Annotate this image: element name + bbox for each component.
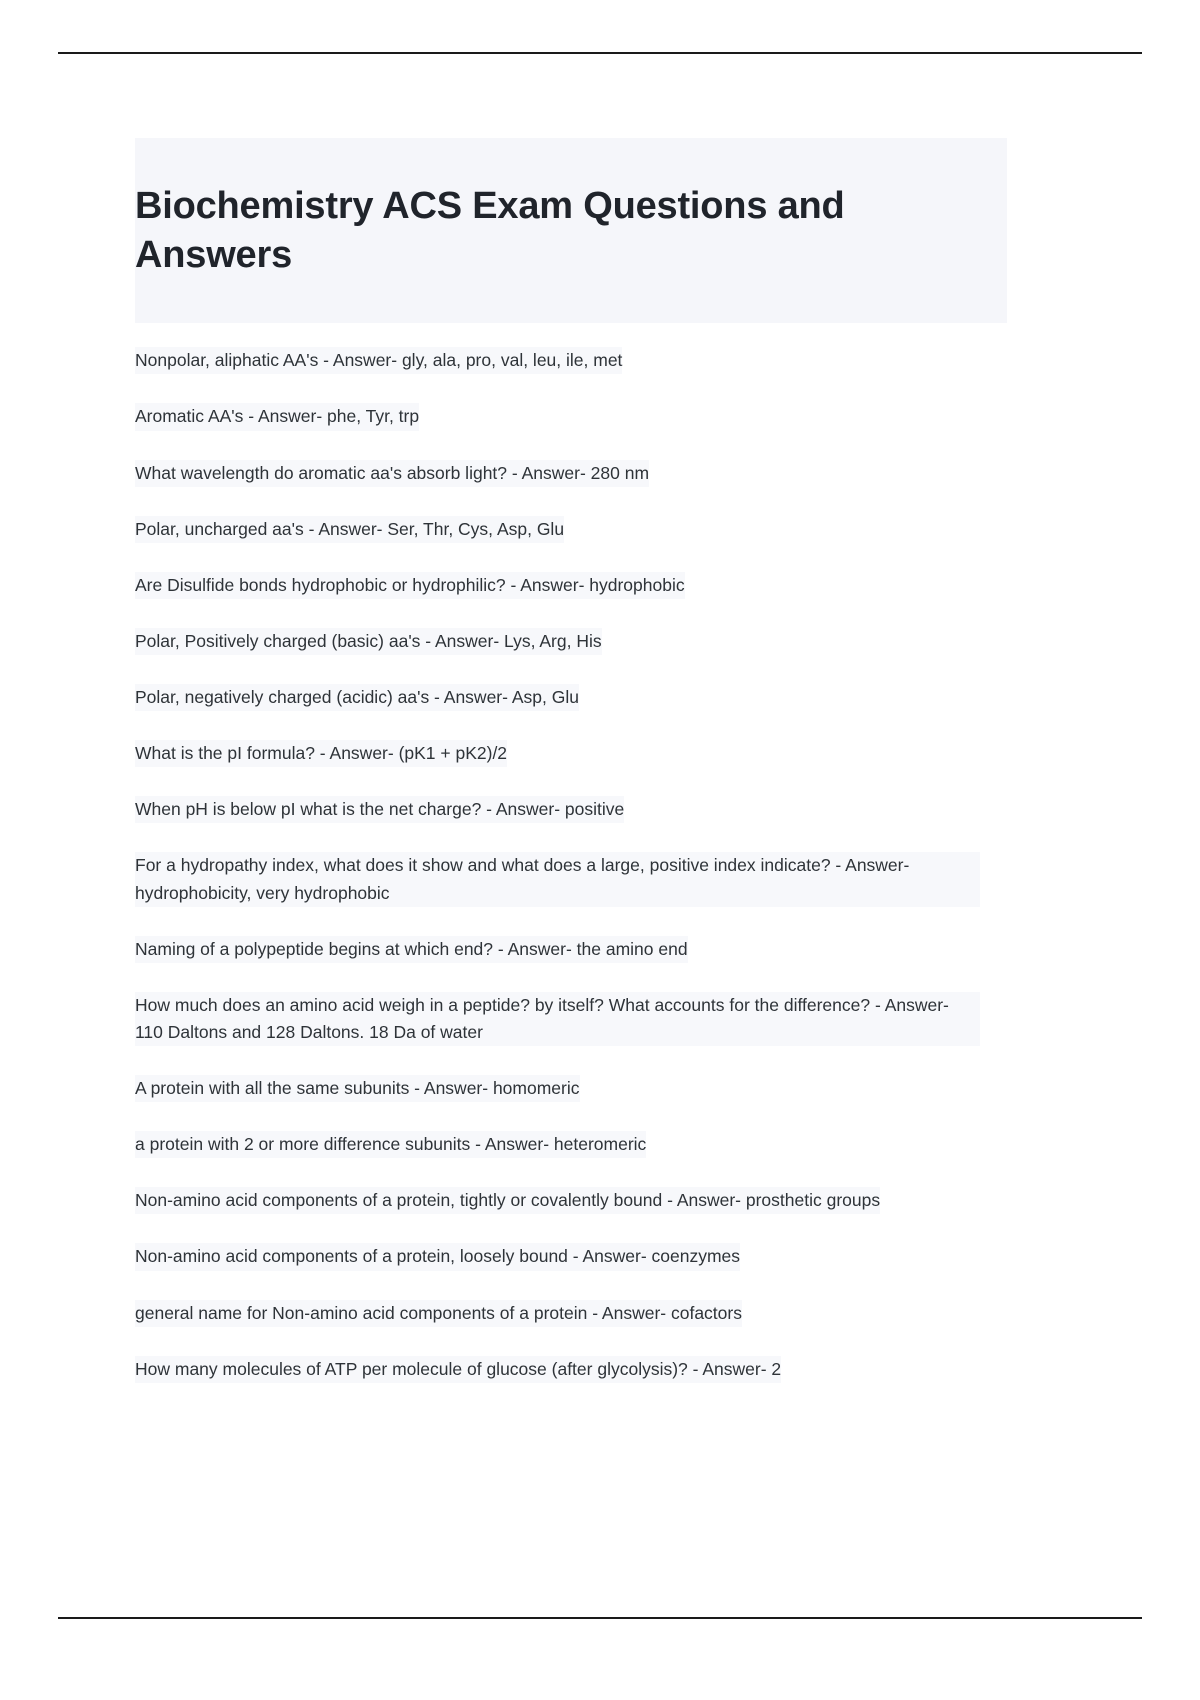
qa-item: Naming of a polypeptide begins at which end? - Answer- the amino end — [135, 936, 688, 963]
qa-item: Non-amino acid components of a protein, loosely bound - Answer- coenzymes — [135, 1243, 740, 1270]
footer-divider — [58, 1617, 1142, 1619]
qa-item: What is the pI formula? - Answer- (pK1 + pK2)/2 — [135, 740, 507, 767]
qa-item: How much does an amino acid weigh in a peptide? by itself? What accounts for the difference? - Answer- 110 Daltons and 128 Daltons. 18 Da of water — [135, 992, 980, 1046]
qa-item: Are Disulfide bonds hydrophobic or hydrophilic? - Answer- hydrophobic — [135, 572, 685, 599]
page-title: Biochemistry ACS Exam Questions and Answers — [135, 185, 845, 276]
header-divider — [58, 52, 1142, 54]
qa-item: What wavelength do aromatic aa's absorb light? - Answer- 280 nm — [135, 460, 649, 487]
title-spacer — [135, 323, 1007, 347]
qa-item: Polar, Positively charged (basic) aa's - Answer- Lys, Arg, His — [135, 628, 602, 655]
qa-list — [135, 347, 1007, 1383]
qa-item: Aromatic AA's - Answer- phe, Tyr, trp — [135, 403, 419, 430]
qa-item: general name for Non-amino acid components of a protein - Answer- cofactors — [135, 1300, 742, 1327]
qa-item: A protein with all the same subunits - Answer- homomeric — [135, 1075, 580, 1102]
qa-item: a protein with 2 or more difference subunits - Answer- heteromeric — [135, 1131, 646, 1158]
title-block — [135, 138, 1007, 323]
qa-item: Nonpolar, aliphatic AA's - Answer- gly, ala, pro, val, leu, ile, met — [135, 347, 622, 374]
document-content — [135, 138, 1007, 1383]
qa-item: For a hydropathy index, what does it show and what does a large, positive index indicate? - Answer- hydrophobicity, very hydrophobic — [135, 852, 980, 906]
qa-item: Non-amino acid components of a protein, tightly or covalently bound - Answer- prosthetic groups — [135, 1187, 880, 1214]
qa-item: Polar, negatively charged (acidic) aa's - Answer- Asp, Glu — [135, 684, 579, 711]
qa-item: How many molecules of ATP per molecule of glucose (after glycolysis)? - Answer- 2 — [135, 1356, 781, 1383]
qa-item: Polar, uncharged aa's - Answer- Ser, Thr, Cys, Asp, Glu — [135, 516, 564, 543]
qa-item: When pH is below pI what is the net charge? - Answer- positive — [135, 796, 624, 823]
